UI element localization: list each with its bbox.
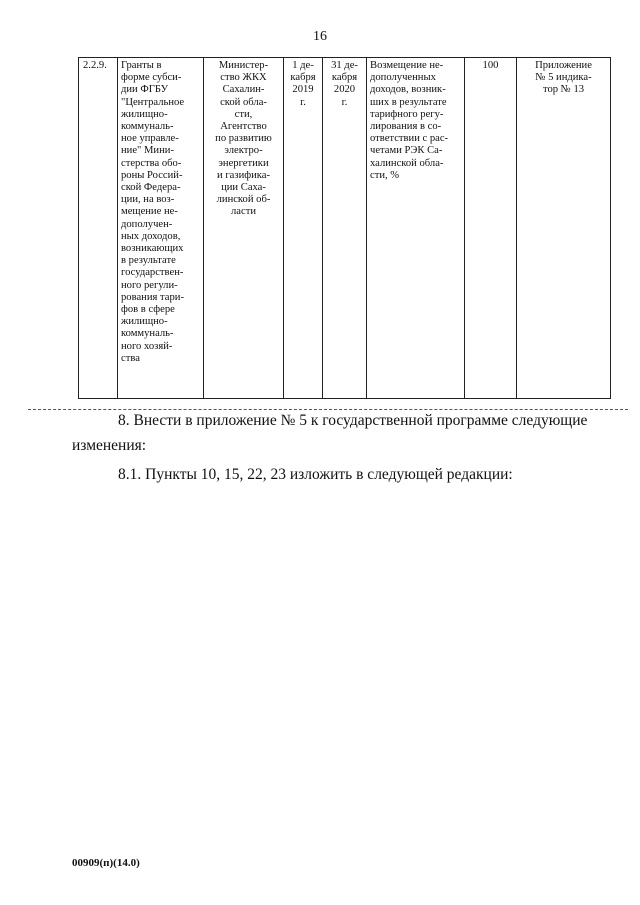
paragraph-8-1: 8.1. Пункты 10, 15, 22, 23 изложить в следующей редакции: [118,466,513,483]
cell-text-line: энергетики [218,157,269,169]
cell-text-line: государствен- [121,267,184,279]
cell-text-line: тарифного регу- [370,108,444,120]
source-cell [517,58,611,399]
cell-text-line: дополученных [370,72,436,84]
cell-text-line: ного регули- [121,279,178,291]
program-table [78,57,611,399]
cell-text-line: ции, на воз- [121,194,175,206]
cell-text-line: № 5 индика- [535,72,592,84]
table-row [79,58,611,399]
cell-text-line: Агентство [220,121,267,133]
document-code: 00909(п)(14.0) [72,857,140,869]
cell-text-line: ших в результате [370,96,447,108]
cell-text-line: сти, [234,108,253,120]
cell-text-line: ство ЖКХ [220,72,267,84]
cell-text-line: г. [341,96,348,108]
cell-text-line: линской об- [216,194,271,206]
cell-text-line: Гранты в [121,60,162,71]
cell-text-line: коммуналь- [121,328,174,340]
value-cell: 100 [465,58,517,399]
cell-text-line: кабря [331,72,358,84]
cell-text-line: Приложение [535,60,592,71]
cell-text-line: фов в сфере [121,304,175,316]
cell-text-line: халинской обла- [370,157,444,169]
end-date-cell [323,58,367,399]
cell-text-line: тор № 13 [542,84,585,96]
cell-text-line: 1 де- [292,60,314,71]
responsible-cell [204,58,284,399]
cell-text-line: электро- [224,145,263,157]
cell-text-line: мещение не- [121,206,178,218]
cell-text-line: дополучен- [121,218,173,230]
cell-text-line: ных доходов, [121,230,181,242]
cell-text-line: Сахалин- [222,84,265,96]
cell-text-line: форме субси- [121,72,182,84]
cell-text-line: в результате [121,255,176,267]
cell-text-line: роны Россий- [121,169,183,181]
cell-text-line: коммуналь- [121,121,174,133]
page-number: 16 [313,29,327,44]
cell-text-line: стерства обо- [121,157,182,169]
cell-text-line: кабря [290,72,316,84]
cell-text-line: ное управле- [121,133,179,145]
cell-text-line: ции Саха- [221,182,266,194]
cell-text-line: жилищно- [121,316,168,328]
cell-text-line: ние" Мини- [121,145,174,157]
cell-text-line: Министер- [218,60,269,71]
cell-text-line: доходов, возник- [370,84,446,96]
page-cut-line [28,409,628,410]
cell-text-line: г. [300,96,306,108]
row-number-cell: 2.2.9. [79,58,118,399]
cell-text-line: 2019 [292,84,314,96]
cell-text-line: ской Федера- [121,182,181,194]
indicator-cell [367,58,465,399]
cell-text-line: дии ФГБУ [121,84,169,96]
cell-text-line: ответствии с рас- [370,133,449,145]
cell-text-line: лирования в со- [370,121,442,133]
cell-text-line: ства [121,352,140,364]
cell-text-line: ласти [231,206,256,218]
cell-text-line: рования тари- [121,291,184,303]
paragraph-8: 8. Внести в приложение № 5 к государственной программе следующие [118,412,588,429]
cell-text-line: ской обла- [220,96,267,108]
cell-text-line: Возмещение не- [370,60,444,71]
cell-text-line: жилищно- [121,108,168,120]
cell-text-line: 2020 [333,84,356,96]
measure-name-cell [118,58,204,399]
cell-text-line: сти, % [370,169,400,181]
cell-text-line: ного хозяй- [121,340,173,352]
cell-text-line: 31 де- [331,60,358,71]
cell-text-line: "Центральное [121,96,185,108]
cell-text-line: и газифика- [217,169,270,181]
cell-text-line: четами РЭК Са- [370,145,443,157]
cell-text-line: возникающих [121,243,184,255]
paragraph-8-continuation: изменения: [72,437,147,454]
cell-text-line: по развитию [215,133,272,145]
start-date-cell [284,58,323,399]
